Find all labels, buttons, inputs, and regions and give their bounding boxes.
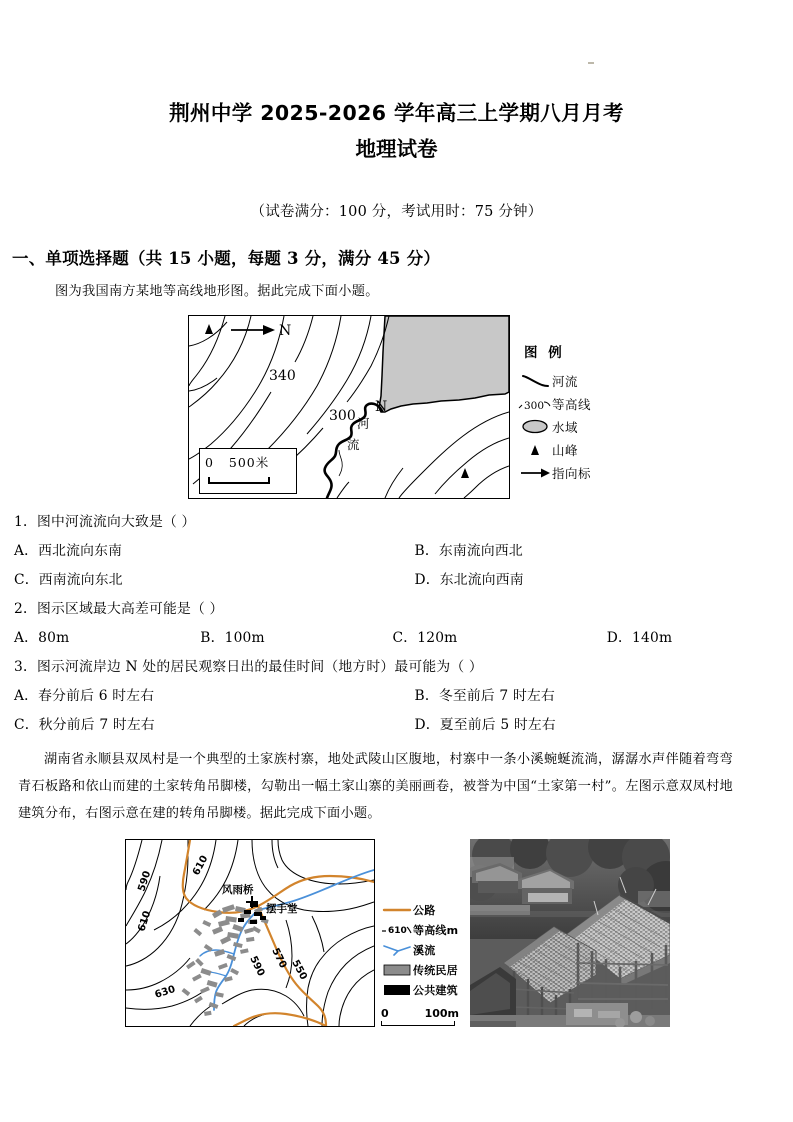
legend-label-river: 河流 xyxy=(552,373,579,389)
legend-label-road: 公路 xyxy=(413,903,436,917)
legend-label-stream: 溪流 xyxy=(413,943,436,957)
peak-symbol-southeast xyxy=(461,468,469,478)
legend-label-contour-m: 等高线m xyxy=(413,923,459,937)
material1-intro: 图为我国南方某地等高线地形图。据此完成下面小题。 xyxy=(55,284,379,300)
contour-label-340: 340 xyxy=(269,368,296,385)
page-title: 荆州中学 2025-2026 学年高三上学期八月月考 xyxy=(169,101,624,125)
scale-start-label: 0 xyxy=(205,455,214,471)
map1-legend xyxy=(518,341,600,485)
river-label-char-2: 流 xyxy=(347,437,360,453)
label-baishou-hall: 摆手堂 xyxy=(266,903,298,916)
question-3-stem: 3．图示河流岸边 N 处的居民观察日出的最佳时间（地方时）最可能为（ ） xyxy=(14,659,483,676)
river-icon xyxy=(518,374,552,388)
question-1-stem: 1．图中河流流向大致是（ ） xyxy=(14,514,196,531)
question-1-option-a[interactable]: A．西北流向东南 xyxy=(14,543,123,560)
village-scale-start: 0 xyxy=(381,1007,389,1021)
contour-label-300: 300 xyxy=(329,408,356,425)
village-map-graphic xyxy=(126,840,374,1026)
section-heading-multiple-choice: 一、单项选择题（共 15 小题，每题 3 分，满分 45 分） xyxy=(12,249,441,269)
water-area-icon xyxy=(518,419,552,434)
village-map-legend xyxy=(381,901,471,1001)
contour-label-630: 630 xyxy=(153,984,177,1002)
village-scale-bar-graphic xyxy=(381,1021,455,1026)
point-label-n-river: N xyxy=(375,399,388,416)
contour-label-610-left: 610 xyxy=(136,910,154,934)
question-2-stem: 2．图示区域最大高差可能是（ ） xyxy=(14,601,224,618)
legend-label-peak: 山峰 xyxy=(552,442,579,458)
question-1-options-row-1 xyxy=(0,537,793,566)
legend-label-dwelling: 传统民居 xyxy=(413,963,458,977)
question-1-options-row-2 xyxy=(0,566,793,595)
question-1-option-c[interactable]: C．西南流向东北 xyxy=(14,572,123,589)
question-3-options-row-2 xyxy=(0,711,793,740)
question-3-option-d[interactable]: D．夏至前后 5 时左右 xyxy=(414,717,556,734)
village-map-scale-bar xyxy=(381,1007,467,1026)
legend-item-road xyxy=(381,901,471,918)
question-1-option-d[interactable]: D．东北流向西南 xyxy=(414,572,524,589)
legend-item-compass xyxy=(518,462,600,483)
compass-label-n: N xyxy=(279,323,292,340)
scale-end-label: 500米 xyxy=(228,455,270,471)
question-2-options-row xyxy=(0,624,793,653)
question-2-option-d[interactable]: D．140m xyxy=(606,630,673,647)
legend-item-peak xyxy=(518,439,600,460)
stream-icon xyxy=(381,944,413,956)
peak-icon xyxy=(518,443,552,457)
material2-passage: 湖南省永顺县双凤村是一个典型的土家族村寨，地处武陵山区腹地，村寨中一条小溪蜿蜒流淌，潺潺水声伴随着弯弯青石板路和依山而建的土家转角吊脚楼，勾勒出一幅土家山寨的美丽画卷，被誉为中国“土家第一村”。左图示意双凤村地建筑分布，右图示意在建的转角吊脚楼。据此完成下面小题。 xyxy=(18,752,733,822)
stilt-house-photo xyxy=(470,839,670,1027)
svg-text:610: 610 xyxy=(388,926,407,937)
contour-label-610-top: 610 xyxy=(190,854,211,878)
page-header-mark xyxy=(588,62,594,64)
legend-label-public-building: 公共建筑 xyxy=(413,983,458,997)
contour-line-icon-village xyxy=(381,923,413,936)
legend-item-contour-m xyxy=(381,921,471,938)
stilt-house-photo-graphic xyxy=(470,839,670,1027)
contour-label-570: 570 xyxy=(269,946,289,971)
contour-map-frame xyxy=(188,315,510,499)
legend-item-stream xyxy=(381,941,471,958)
svg-text:300: 300 xyxy=(524,399,545,411)
legend-item-water xyxy=(518,416,600,437)
map1-scale-bar xyxy=(199,448,297,494)
legend-item-dwelling xyxy=(381,961,471,978)
north-arrow-icon xyxy=(518,466,552,480)
road-icon xyxy=(381,905,413,915)
water-area-polygon xyxy=(379,316,509,412)
legend-item-contour xyxy=(518,393,600,414)
legend-label-compass: 指向标 xyxy=(552,465,592,481)
legend-label-water: 水域 xyxy=(552,419,579,435)
page-subtitle: 地理试卷 xyxy=(355,136,438,161)
legend-label-contour: 等高线 xyxy=(552,396,592,412)
question-2-option-c[interactable]: C．120m xyxy=(392,630,458,647)
question-2-option-a[interactable]: A．80m xyxy=(14,630,70,647)
village-map-frame xyxy=(125,839,375,1027)
contour-line-icon xyxy=(518,397,552,411)
question-3-option-c[interactable]: C．秋分前后 7 时左右 xyxy=(14,717,155,734)
question-1-option-b[interactable]: B．东南流向西北 xyxy=(414,543,523,560)
scale-bar-graphic xyxy=(208,477,270,484)
traditional-dwelling-swatch-icon xyxy=(381,964,413,976)
north-arrow-head xyxy=(263,325,275,335)
figure-contour-map xyxy=(180,313,600,508)
figure-village-and-photo xyxy=(125,839,670,1029)
legend-item-public-building xyxy=(381,981,471,998)
question-3-option-b[interactable]: B．冬至前后 7 时左右 xyxy=(414,688,555,705)
contour-label-550: 550 xyxy=(289,958,309,983)
village-scale-end: 100m xyxy=(424,1007,459,1021)
legend-title: 图 例 xyxy=(524,345,565,362)
question-3-options-row-1 xyxy=(0,682,793,711)
question-2-option-b[interactable]: B．100m xyxy=(200,630,265,647)
legend-item-river xyxy=(518,370,600,391)
question-3-option-a[interactable]: A．春分前后 6 时左右 xyxy=(14,688,155,705)
exam-meta: （试卷满分：100 分，考试用时：75 分钟） xyxy=(250,204,543,221)
contour-label-590-left: 590 xyxy=(136,870,154,894)
river-label-char-1: 河 xyxy=(357,416,370,432)
label-wind-rain-bridge: 风雨桥 xyxy=(222,884,254,897)
public-building-swatch-icon xyxy=(381,984,413,996)
contour-label-590-mid: 590 xyxy=(247,954,267,979)
peak-symbol-northwest xyxy=(205,324,213,334)
road-line-bottom xyxy=(234,1014,326,1027)
